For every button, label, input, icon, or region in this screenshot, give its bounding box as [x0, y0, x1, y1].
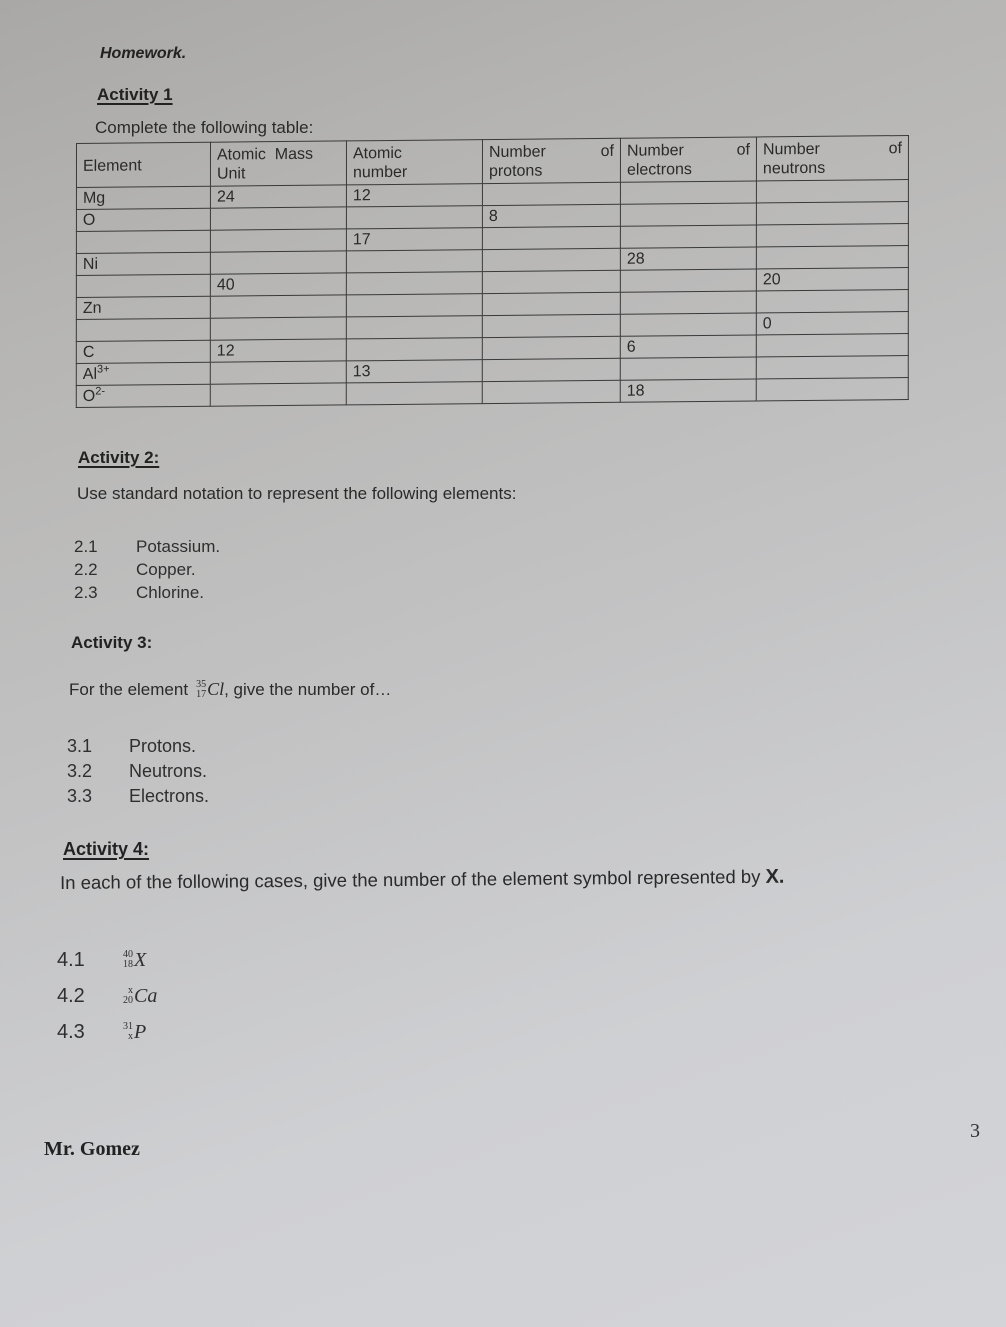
- cell-protons: [482, 292, 620, 315]
- table-header-row: [76, 136, 908, 188]
- list-item: 4.1 40 18 X: [57, 942, 157, 978]
- cell-atomic-number: 17: [346, 228, 482, 251]
- cell-element: C: [76, 340, 210, 363]
- elements-table: [76, 135, 909, 408]
- cell-protons: [482, 248, 620, 271]
- header-protons: Number of protons: [482, 138, 620, 183]
- cell-electrons: 6: [620, 335, 756, 358]
- cell-mass: [210, 295, 346, 318]
- list-item: 3.2 Neutrons.: [67, 761, 208, 781]
- cell-protons: [482, 226, 620, 249]
- activity1-heading: Activity 1: [97, 85, 173, 104]
- cell-electrons: [620, 203, 756, 226]
- cell-neutrons: [756, 246, 908, 269]
- cell-atomic-number: [346, 338, 482, 361]
- cell-atomic-number: [346, 316, 482, 339]
- cell-element: [76, 318, 210, 341]
- cell-electrons: [620, 225, 756, 248]
- list-item: 3.3 Electrons.: [67, 786, 210, 806]
- cell-neutrons: 0: [756, 312, 908, 335]
- cell-neutrons: [756, 224, 908, 247]
- cell-mass: [210, 361, 346, 384]
- cell-neutrons: [756, 290, 908, 313]
- cell-neutrons: [756, 202, 908, 225]
- header-atomic-number: Atomic number: [346, 140, 482, 185]
- cell-atomic-number: [346, 206, 482, 229]
- chlorine-nuclide: 35 17 Cl: [196, 678, 225, 700]
- cell-element: $Al^{3+}$: [76, 362, 210, 385]
- cell-electrons: [620, 269, 756, 292]
- cell-atomic-number: [346, 272, 482, 295]
- cell-mass: [210, 207, 346, 230]
- activity3-list: [67, 735, 209, 810]
- page-number: 3: [970, 1120, 980, 1142]
- cell-element: O: [76, 208, 210, 231]
- cell-element: Zn: [76, 296, 210, 319]
- cell-protons: [482, 358, 620, 381]
- cell-element: $O^{2-}$: [76, 384, 210, 407]
- cell-atomic-number: 13: [346, 360, 482, 383]
- cell-protons: [482, 182, 620, 205]
- cell-protons: [482, 314, 620, 337]
- list-item: 2.2 Copper.: [74, 560, 196, 579]
- list-item: 4.3 31 x P: [57, 1014, 157, 1050]
- cell-mass: 40: [210, 273, 346, 296]
- cell-protons: 8: [482, 204, 620, 227]
- cell-protons: [482, 270, 620, 293]
- cell-neutrons: [756, 356, 908, 379]
- activity4-list: [57, 942, 157, 1050]
- cell-electrons: [620, 181, 756, 204]
- cell-mass: [210, 317, 346, 340]
- cell-neutrons: [756, 334, 908, 357]
- cell-atomic-number: [346, 382, 482, 405]
- cell-electrons: 28: [620, 247, 756, 270]
- list-item: 2.3 Chlorine.: [74, 583, 205, 602]
- cell-mass: 24: [210, 185, 346, 208]
- cell-atomic-number: [346, 294, 482, 317]
- nuclide-x: 40 18 X: [123, 949, 147, 971]
- cell-element: [76, 230, 210, 253]
- list-item: 2.1 Potassium.: [74, 537, 221, 556]
- header-atomic-mass: Atomic Mass Unit: [210, 141, 346, 186]
- list-item: 4.2 x 20 Ca: [57, 978, 157, 1014]
- header-neutrons: Number of neutrons: [756, 136, 908, 181]
- cell-electrons: [620, 313, 756, 336]
- cell-atomic-number: 12: [346, 184, 482, 207]
- cell-mass: [210, 251, 346, 274]
- cell-element: Mg: [76, 186, 210, 209]
- elements-table-container: [76, 135, 908, 408]
- header-element: Element: [76, 142, 210, 187]
- cell-neutrons: [756, 180, 908, 203]
- activity3-heading: Activity 3:: [71, 633, 153, 652]
- cell-neutrons: [756, 378, 908, 401]
- cell-element: Ni: [76, 252, 210, 275]
- cell-protons: [482, 380, 620, 403]
- cell-mass: [210, 383, 346, 406]
- author-name: Mr. Gomez: [44, 1138, 140, 1160]
- cell-protons: [482, 336, 620, 359]
- activity2-instruction: Use standard notation to represent the following elements:: [77, 484, 517, 503]
- activity3-instruction: For the element 35 17 Cl , give the number of…: [69, 678, 392, 700]
- cell-element: [76, 274, 210, 297]
- cell-neutrons: 20: [756, 268, 908, 291]
- nuclide-calcium: x 20 Ca: [123, 985, 158, 1007]
- cell-mass: [210, 229, 346, 252]
- cell-electrons: [620, 291, 756, 314]
- activity4-heading: Activity 4:: [63, 839, 150, 859]
- header-electrons: Number of electrons: [620, 137, 756, 182]
- cell-electrons: [620, 357, 756, 380]
- nuclide-phosphorus: 31 x P: [123, 1021, 147, 1043]
- cell-electrons: 18: [620, 379, 756, 402]
- activity1-instruction: Complete the following table:: [95, 118, 314, 137]
- cell-mass: 12: [210, 339, 346, 362]
- cell-atomic-number: [346, 250, 482, 273]
- activity4-instruction: In each of the following cases, give the number of the element symbol represented by X.: [60, 865, 785, 893]
- activity2-heading: Activity 2:: [78, 448, 160, 467]
- list-item: 3.1 Protons.: [67, 736, 197, 756]
- document-title: Homework.: [100, 45, 187, 62]
- activity2-list: [74, 535, 220, 604]
